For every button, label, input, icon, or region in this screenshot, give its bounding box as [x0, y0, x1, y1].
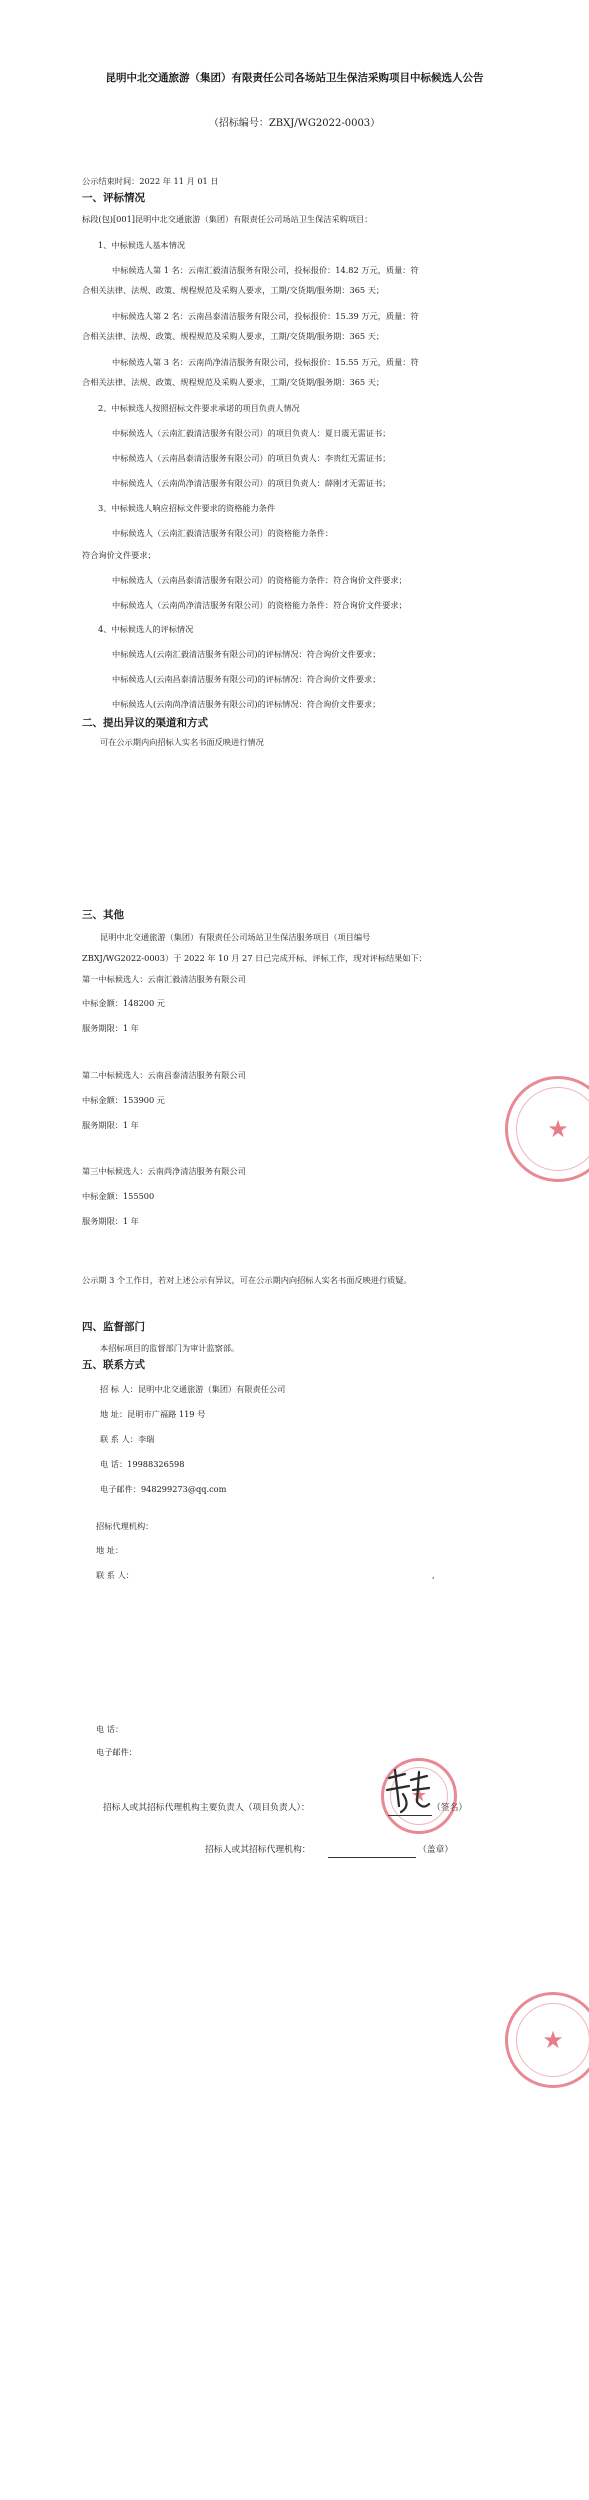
contact-email: 电子邮件：948299273@qq.com: [100, 1484, 227, 1494]
evaluation-3: 中标候选人(云南尚净清洁服务有限公司)的评标情况：符合询价文件要求；: [112, 699, 381, 709]
evaluation-1: 中标候选人(云南汇毅清洁服务有限公司)的评标情况：符合询价文件要求；: [112, 649, 381, 659]
responsible-3: 中标候选人（云南尚净清洁服务有限公司）的项目负责人：薛刚才无需证书；: [112, 478, 391, 488]
winner-2-amount: 中标金额：153900 元: [82, 1095, 165, 1105]
responsible-signature-line: 招标人或其招标代理机构主要负责人（项目负责人）：: [103, 1803, 310, 1813]
footer-email: 电子邮件：: [96, 1747, 137, 1757]
footer-phone: 电 话：: [96, 1724, 124, 1734]
agent-contact-end-mark: ,: [432, 1570, 435, 1580]
section-4-body: 本招标项目的监督部门为审计监察部。: [100, 1343, 240, 1353]
candidate-2-line-a: 中标候选人第 2 名：云南昌泰清洁服务有限公司，投标报价：15.39 万元，质量：符: [112, 311, 419, 321]
section-3-para-1: 昆明中北交通旅游（集团）有限责任公司场站卫生保洁服务项目（项目编号: [100, 932, 371, 942]
responsible-1: 中标候选人（云南汇毅清洁服务有限公司）的项目负责人：夏日震无需证书；: [112, 428, 391, 438]
section-4-heading: 四、监督部门: [82, 1321, 145, 1333]
seal-underline: [328, 1857, 416, 1858]
qualification-3: 中标候选人（云南尚净清洁服务有限公司）的资格能力条件：符合询价文件要求；: [112, 600, 407, 610]
contact-tenderer: 招 标 人：昆明中北交通旅游（集团）有限责任公司: [100, 1384, 286, 1394]
contact-person: 联 系 人：李瑞: [100, 1434, 155, 1444]
subsection-1-title: 1、中标候选人基本情况: [98, 240, 186, 250]
signature-suffix: （签名）: [432, 1803, 468, 1813]
qualification-2: 中标候选人（云南昌泰清洁服务有限公司）的资格能力条件：符合询价文件要求；: [112, 575, 407, 585]
section-5-heading: 五、联系方式: [82, 1359, 145, 1371]
official-seal-stamp: ★: [505, 1076, 589, 1182]
winner-3-amount: 中标金额：155500: [82, 1191, 155, 1201]
seal-suffix: （盖章）: [418, 1845, 454, 1855]
edge-seal-stamp: ★: [505, 1992, 589, 2088]
handwritten-signature: [383, 1766, 433, 1816]
agent-address: 地 址：: [96, 1545, 124, 1555]
winner-3-name: 第三中标候选人：云南尚净清洁服务有限公司: [82, 1166, 246, 1176]
candidate-1-line-b: 合相关法律、法规、政策、规程规范及采购人要求，工期/交货期/服务期：365 天；: [82, 285, 385, 295]
contact-address: 地 址：昆明市广福路 119 号: [100, 1409, 206, 1419]
seal-line: 招标人或其招标代理机构：: [205, 1845, 311, 1855]
publish-date: 公示结束时间：2022 年 11 月 01 日: [82, 176, 219, 186]
company-seal-stamp: ★: [381, 1758, 457, 1834]
section-2-heading: 二、提出异议的渠道和方式: [82, 717, 208, 729]
subsection-3-title: 3、中标候选人响应招标文件要求的资格能力条件: [98, 503, 276, 513]
evaluation-2: 中标候选人(云南昌泰清洁服务有限公司)的评标情况：符合询价文件要求；: [112, 674, 381, 684]
section-3-para-2: ZBXJ/WG2022-0003）于 2022 年 10 月 27 日已完成开标、评标工作，现对评标结果如下：: [82, 953, 427, 963]
section-1-heading: 一、评标情况: [82, 192, 145, 204]
contact-phone: 电 话：19988326598: [100, 1459, 185, 1469]
winner-1-name: 第一中标候选人：云南汇毅清洁服务有限公司: [82, 974, 246, 984]
qualification-1-result: 符合询价文件要求；: [82, 550, 156, 560]
responsible-2: 中标候选人（云南昌泰清洁服务有限公司）的项目负责人：李贵红无需证书；: [112, 453, 391, 463]
qualification-1: 中标候选人（云南汇毅清洁服务有限公司）的资格能力条件：: [112, 528, 334, 538]
candidate-2-line-b: 合相关法律、法规、政策、规程规范及采购人要求，工期/交货期/服务期：365 天；: [82, 331, 385, 341]
agent-contact: 联 系 人：: [96, 1570, 134, 1580]
section-3-heading: 三、其他: [82, 909, 124, 921]
section-1-intro: 标段(包)[001]昆明中北交通旅游（集团）有限责任公司场站卫生保洁采购项目：: [82, 214, 373, 224]
winner-2-name: 第二中标候选人：云南昌泰清洁服务有限公司: [82, 1070, 246, 1080]
subsection-2-title: 2、中标候选人按照招标文件要求承诺的项目负责人情况: [98, 403, 300, 413]
winner-1-amount: 中标金额：148200 元: [82, 998, 165, 1008]
candidate-1-line-a: 中标候选人第 1 名：云南汇毅清洁服务有限公司，投标报价：14.82 万元，质量：符: [112, 265, 419, 275]
section-2-body: 可在公示期内向招标人实名书面反映进行情况: [100, 737, 264, 747]
agent-label: 招标代理机构：: [96, 1521, 154, 1531]
publicity-notice: 公示期 3 个工作日，若对上述公示有异议，可在公示期内向招标人实名书面反映进行质疑。: [82, 1275, 412, 1285]
subsection-4-title: 4、中标候选人的评标情况: [98, 624, 194, 634]
document-title: 昆明中北交通旅游（集团）有限责任公司各场站卫生保洁采购项目中标候选人公告: [105, 72, 484, 84]
winner-3-term: 服务期限：1 年: [82, 1216, 139, 1226]
bid-number: （招标编号：ZBXJ/WG2022-0003）: [208, 118, 381, 129]
candidate-3-line-a: 中标候选人第 3 名：云南尚净清洁服务有限公司，投标报价：15.55 万元，质量：符: [112, 357, 419, 367]
candidate-3-line-b: 合相关法律、法规、政策、规程规范及采购人要求，工期/交货期/服务期：365 天；: [82, 377, 385, 387]
winner-2-term: 服务期限：1 年: [82, 1120, 139, 1130]
winner-1-term: 服务期限：1 年: [82, 1023, 139, 1033]
